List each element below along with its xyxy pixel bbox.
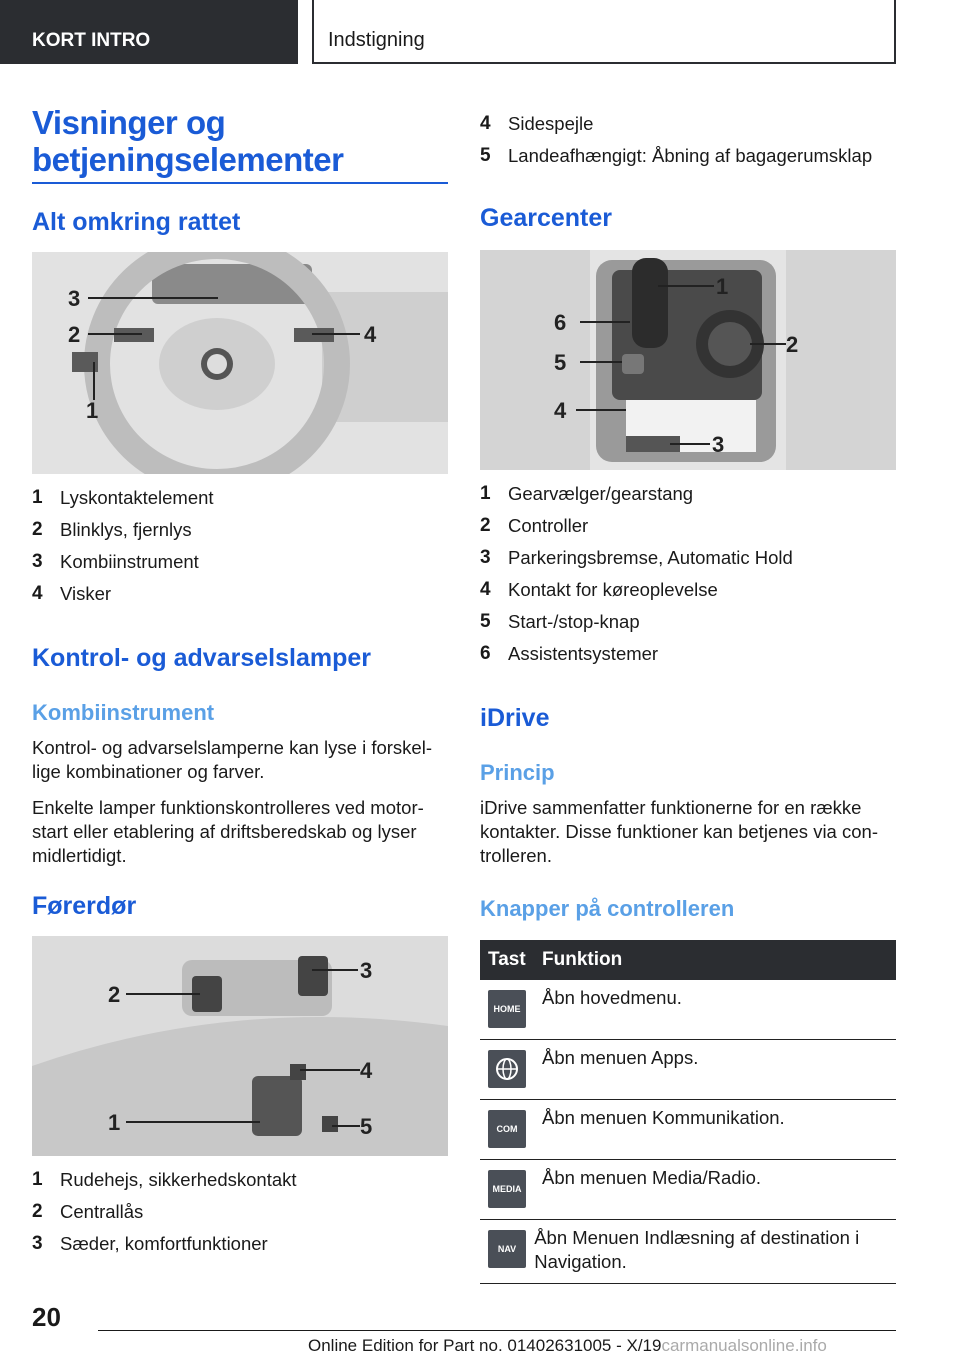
gear-list [480,478,793,670]
door-list-continued [480,108,872,172]
gear-heading: Gearcenter [480,204,613,232]
door-heading: Førerdør [32,892,137,920]
steering-list [32,482,214,610]
table-row: COM Åbn menuen Kommunikation. [480,1100,896,1160]
list-item: 1 Gearvælger/gearstang [480,483,694,504]
list-item: 3 Sæder, komfortfunktioner [32,1233,268,1254]
home-button-icon: HOME [488,990,526,1028]
kombi-subheading: Kombiinstrument [32,700,215,725]
controller-buttons-table [480,940,896,1284]
warning-heading: Kontrol- og advarselslamper [32,644,371,672]
nav-button-icon: NAV [488,1230,526,1268]
list-item: 4 Sidespejle [480,113,594,134]
page-title: Visninger og betjeningselementer [32,104,344,178]
list-item: 3 Kombiinstrument [32,551,199,572]
steering-heading: Alt omkring rattet [32,208,241,236]
media-button-icon: MEDIA [488,1170,526,1208]
list-item: 1 Rudehejs, sikkerhedskontakt [32,1169,297,1190]
callout-1: 1 [716,274,729,299]
callout-4: 4 [360,1058,373,1083]
table-row: Åbn menuen Apps. [480,1040,896,1100]
list-item: 2 Controller [480,515,589,536]
footer-watermark: carmanualsonline.info [661,1336,827,1355]
callout-4: 4 [364,322,377,347]
buttons-subheading: Knapper på controlleren [480,896,735,921]
callout-2: 2 [68,322,81,347]
footer-rule [98,1330,896,1331]
footer-edition: Online Edition for Part no. 01402631005 - X/19carmanualsonline.info [308,1336,827,1355]
page-number: 20 [32,1302,61,1332]
list-item: 4 Visker [32,583,112,604]
callout-5: 5 [554,350,567,375]
title-rule [32,182,448,184]
section-tab: KORT INTRO [0,0,298,64]
list-item: 2 Centrallås [32,1201,144,1222]
com-button-icon: COM [488,1110,526,1148]
list-item: 5 Landeafhængigt: Åbning af bagagerumsklap [480,145,873,166]
gear-center-image [480,250,896,470]
callout-2: 2 [786,332,799,357]
chapter-tab: Indstigning [312,0,896,64]
callout-4: 4 [554,398,567,423]
list-item: 6 Assistentsystemer [480,643,659,664]
callout-1: 1 [86,398,99,423]
door-list [32,1164,297,1260]
callout-3: 3 [712,432,725,457]
table-row: HOME Åbn hovedmenu. [480,980,896,1040]
table-row: NAV Åbn Menuen Indlæsning af destination i Navigation. [480,1220,896,1284]
steering-wheel-image [32,252,448,474]
warning-paragraph-1: Kontrol- og advarselslamperne kan lyse i forskellige kombinationer og farver. [32,737,432,782]
table-row: MEDIA Åbn menuen Media/Radio. [480,1160,896,1220]
list-item: 2 Blinklys, fjernlys [32,519,192,540]
list-item: 4 Kontakt for køreoplevelse [480,579,718,600]
col-tast: Tast [488,949,526,970]
warning-paragraph-2: Enkelte lamper funktionskontrolleres ved motorstart eller etablering af driftsberedskab og lyser midlertidigt. [32,797,424,866]
apps-globe-icon [488,1050,526,1088]
col-funktion: Funktion [542,949,623,970]
callout-1: 1 [108,1110,121,1135]
idrive-paragraph: iDrive sammenfatter funktionerne for en række kontakter. Disse funktioner kan betjenes via controlleren. [480,797,878,866]
callout-2: 2 [108,982,121,1007]
list-item: 1 Lyskontaktelement [32,487,214,508]
list-item: 5 Start-/stop-knap [480,611,640,632]
list-item: 3 Parkeringsbremse, Automatic Hold [480,547,793,568]
idrive-heading: iDrive [480,704,550,732]
princip-subheading: Princip [480,760,555,785]
table-header [480,940,896,980]
callout-6: 6 [554,310,567,335]
callout-5: 5 [360,1114,373,1139]
door-image [32,936,448,1156]
callout-3: 3 [360,958,373,983]
callout-3: 3 [68,286,81,311]
